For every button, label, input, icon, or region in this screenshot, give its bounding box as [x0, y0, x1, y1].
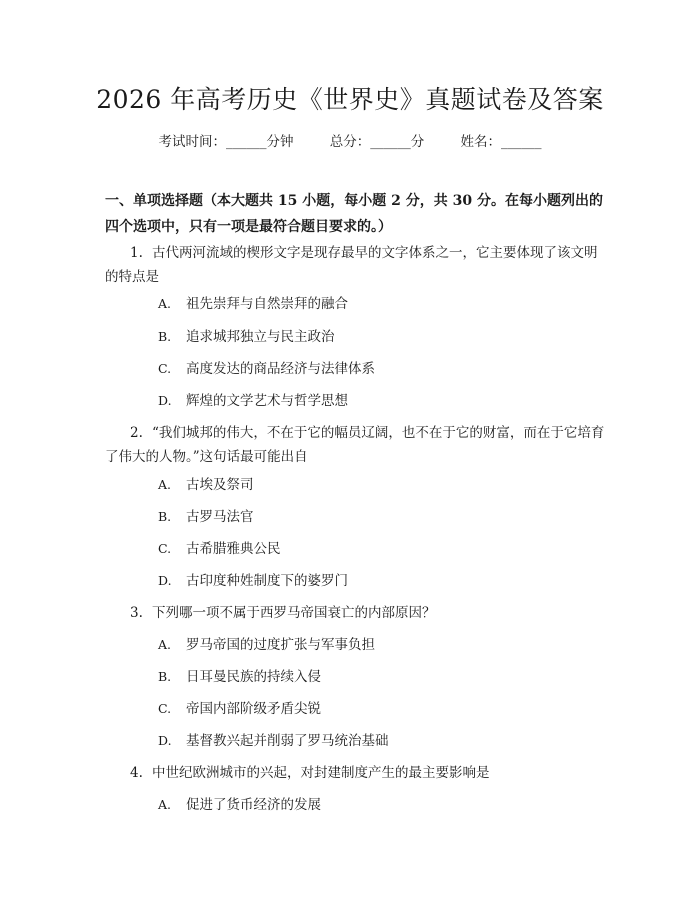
question-2-stem	[105, 421, 605, 469]
question-text: 中世纪欧洲城市的兴起，对封建制度产生的最主要影响是	[152, 765, 490, 781]
option-text: 古罗马法官	[186, 509, 254, 525]
option-letter: D.	[158, 573, 172, 588]
exam-title: 2026 年高考历史《世界史》真题试卷及答案	[96, 85, 604, 114]
question-1-option-a	[158, 292, 348, 316]
question-2-option-c	[158, 537, 281, 561]
option-text: 帝国内部阶级矛盾尖锐	[186, 701, 321, 717]
question-text: 古代两河流域的楔形文字是现存最早的文字体系之一，它主要体现了该文明的特点是	[105, 245, 598, 285]
option-text: 古印度种姓制度下的婆罗门	[186, 573, 348, 589]
option-letter: D.	[158, 733, 172, 748]
option-letter: A.	[158, 797, 172, 812]
question-4-option-a	[158, 793, 321, 817]
option-letter: C.	[158, 701, 172, 716]
option-letter: A.	[158, 296, 172, 311]
option-text: 高度发达的商品经济与法律体系	[186, 361, 375, 377]
question-number: 4.	[130, 765, 143, 781]
option-text: 基督教兴起并削弱了罗马统治基础	[186, 733, 389, 749]
question-1-option-d	[158, 389, 348, 413]
option-letter: D.	[158, 393, 172, 408]
question-2-option-b	[158, 505, 254, 529]
option-text: 追求城邦独立与民主政治	[186, 329, 335, 345]
question-number: 2.	[130, 425, 143, 441]
option-text: 祖先崇拜与自然崇拜的融合	[186, 296, 348, 312]
question-1-option-b	[158, 325, 335, 349]
option-letter: B.	[158, 329, 172, 344]
question-2-option-d	[158, 569, 348, 593]
option-letter: B.	[158, 669, 172, 684]
question-3-stem	[105, 601, 605, 625]
option-letter: A.	[158, 637, 172, 652]
option-letter: A.	[158, 477, 172, 492]
question-3-option-a	[158, 633, 375, 657]
exam-meta	[0, 130, 700, 150]
question-3-option-c	[158, 697, 321, 721]
question-3-option-d	[158, 729, 389, 753]
section-heading: 一、单项选择题（本大题共 15 小题，每小题 2 分，共 30 分。在每小题列出的四个选项中，只有一项是最符合题目要求的。）	[105, 193, 603, 235]
question-text: 下列哪一项不属于西罗马帝国衰亡的内部原因？	[152, 605, 436, 621]
question-1-option-c	[158, 357, 375, 381]
option-letter: B.	[158, 509, 172, 524]
question-4-stem	[105, 761, 605, 785]
question-text: “我们城邦的伟大，不在于它的幅员辽阔，也不在于它的财富，而在于它培育了伟大的人物。”这句话最可能出自	[105, 425, 605, 465]
option-text: 古希腊雅典公民	[186, 541, 281, 557]
option-text: 罗马帝国的过度扩张与军事负担	[186, 637, 375, 653]
question-1-stem	[105, 241, 605, 289]
option-text: 促进了货币经济的发展	[186, 797, 321, 813]
name-field: 姓名：______	[460, 134, 542, 150]
option-letter: C.	[158, 361, 172, 376]
option-text: 日耳曼民族的持续入侵	[186, 669, 321, 685]
option-text: 古埃及祭司	[186, 477, 254, 493]
option-letter: C.	[158, 541, 172, 556]
exam-time-field: 考试时间：______分钟	[158, 134, 294, 150]
option-text: 辉煌的文学艺术与哲学思想	[186, 393, 348, 409]
question-number: 3.	[130, 605, 143, 621]
question-3-option-b	[158, 665, 321, 689]
question-2-option-a	[158, 473, 254, 497]
total-score-field: 总分：______分	[329, 134, 425, 150]
question-number: 1.	[130, 245, 143, 261]
